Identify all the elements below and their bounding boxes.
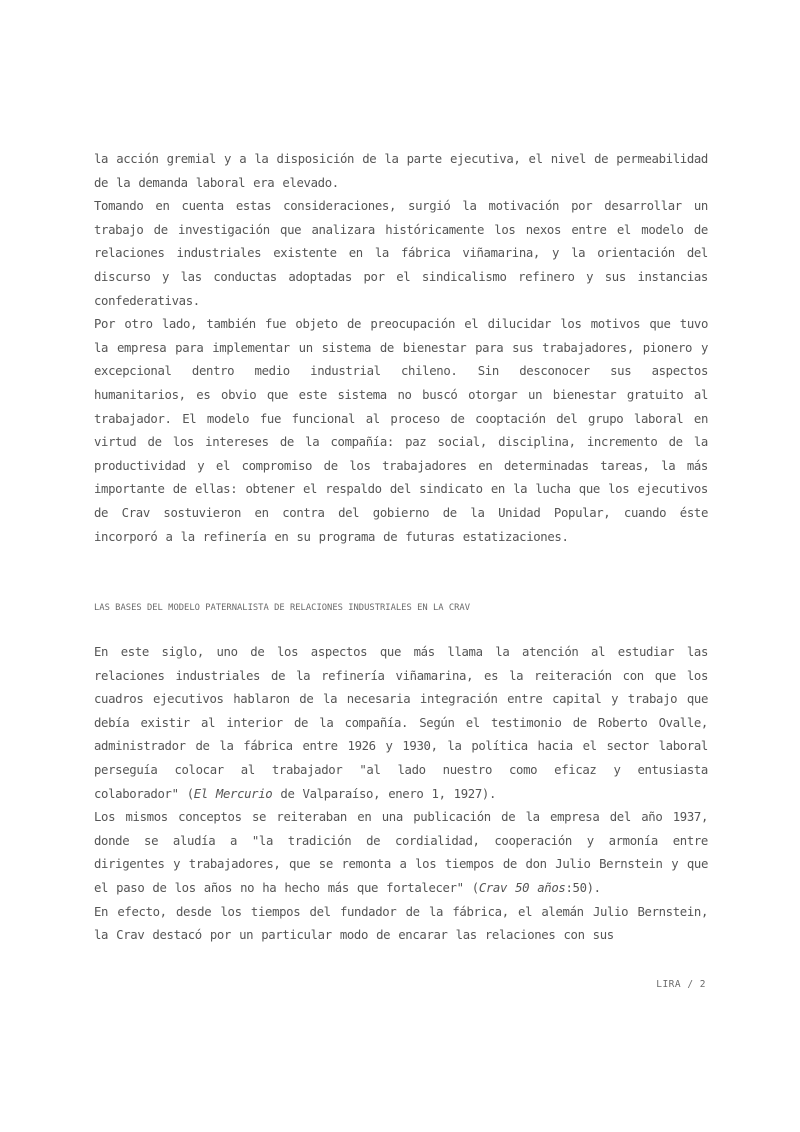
intro-paragraph-2: Tomando en cuenta estas consideraciones, surgió la motivación por desarrollar un trabajo de investigación que analizara históricamente los nexos entre el modelo de relaciones industriales existente en la fábrica viñamarina, y la orientación del discurso y las conductas adoptadas por el sindicalismo refinero y sus instancias confederativas. — [94, 199, 708, 308]
section-paragraph-2-text-b: :50). — [565, 881, 601, 896]
section-paragraph-2-text-a: Los mismos conceptos se reiteraban en una publicación de la empresa del año 1937, donde se aludía a "la tradición de cordialidad, cooperación y armonía entre dirigentes y trabajadores, que se remonta a los tiempos de don Julio Bernstein y que el paso de los años no ha hecho más que fortalecer" ( — [94, 810, 708, 896]
section-paragraph-2 — [94, 806, 708, 900]
section-paragraph-1-text-b: de Valparaíso, enero 1, 1927). — [272, 786, 496, 801]
page-footer: LIRA / 2 — [656, 979, 706, 990]
intro-paragraph-1: la acción gremial y a la disposición de la parte ejecutiva, el nivel de permeabilidad de la demanda laboral era elevado. — [94, 152, 708, 190]
document-page — [94, 148, 708, 948]
section-paragraph-3: En efecto, desde los tiempos del fundador de la fábrica, el alemán Julio Bernstein, la Crav destacó por un particular modo de encarar las relaciones con sus — [94, 904, 708, 943]
section-body — [94, 641, 708, 948]
section-paragraph-1 — [94, 641, 708, 806]
section-paragraph-1-text-a: En este siglo, uno de los aspectos que más llama la atención al estudiar las relaciones industriales de la refinería viñamarina, es la reiteración con que los cuadros ejecutivos hablaron de la necesaria integración entre capital y trabajo que debía existir al interior de la compañía. Según el testimonio de Roberto Ovalle, administrador de la fábrica entre 1926 y 1930, la política hacia el sector laboral perseguía colocar al trabajador "al lado nuestro como eficaz y entusiasta colaborador" ( — [94, 645, 708, 801]
section-heading: LAS BASES DEL MODELO PATERNALISTA DE RELACIONES INDUSTRIALES EN LA CRAV — [94, 603, 471, 614]
intro-paragraph-3: Por otro lado, también fue objeto de preocupación el dilucidar los motivos que tuvo la empresa para implementar un sistema de bienestar para sus trabajadores, pionero y excepcional dentro medio industrial chileno. Sin desconocer sus aspectos humanitarios, es obvio que este sistema no buscó otorgar un bienestar gratuito al trabajador. El modelo fue funcional al proceso de cooptación del grupo laboral en virtud de los intereses de la compañía: paz social, disciplina, incremento de la productividad y el compromiso de los trabajadores en determinadas tareas, la más importante de ellas: obtener el respaldo del sindicato en la lucha que los ejecutivos de Crav sostuvieron en contra del gobierno de la Unidad Popular, cuando éste incorporó a la refinería en su programa de futuras estatizaciones. — [94, 317, 708, 544]
citation-el-mercurio: El Mercurio — [193, 786, 273, 801]
citation-crav-50: Crav 50 años — [478, 881, 566, 896]
